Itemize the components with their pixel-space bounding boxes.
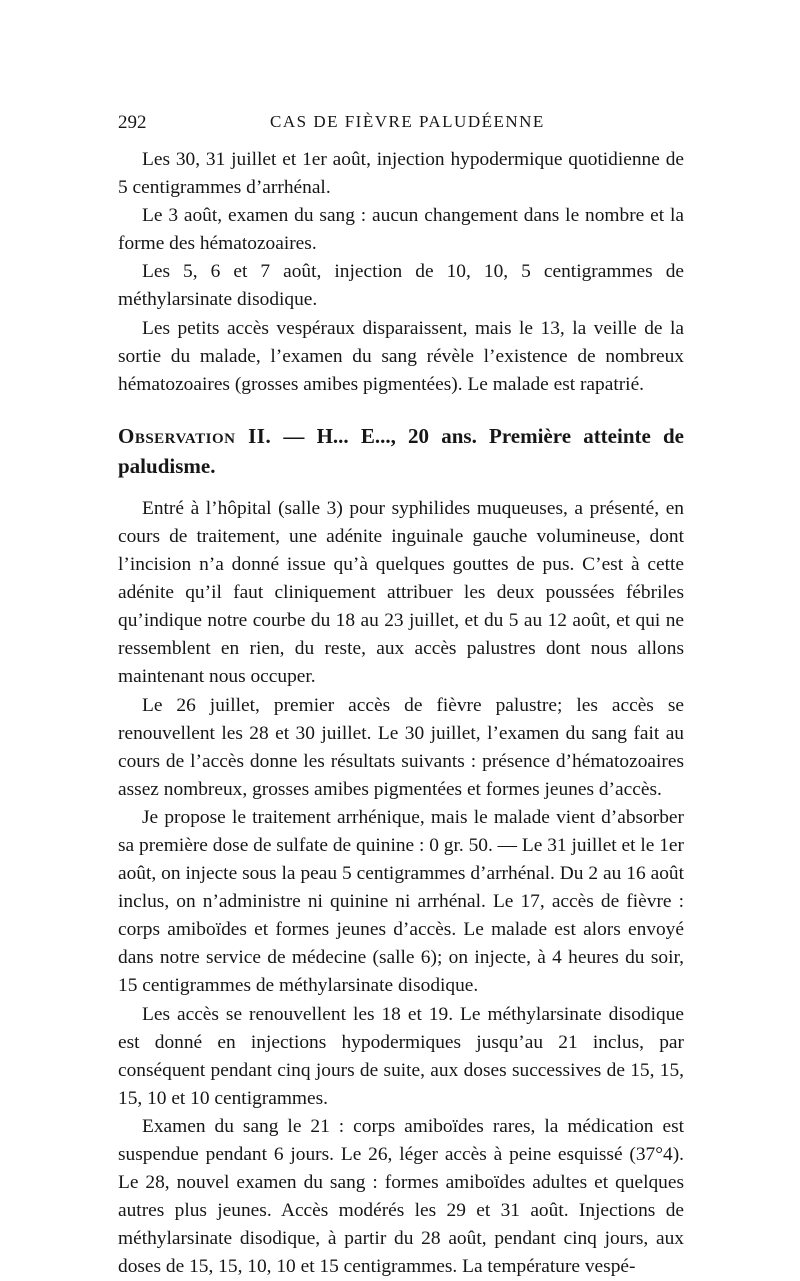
observation-subject: — H... E..., 20 ans. Première atteinte de paludisme. <box>118 423 685 478</box>
paragraph: Entré à l’hôpital (salle 3) pour syphilides muqueuses, a présenté, en cours de traitement, une adénite inguinale gauche volumineuse, dont l’incision n’a donné issue qu’à quelques gouttes de pus. C’est à cette adénite qu’il faut cliniquement attribuer les deux poussées fébriles qu’indique notre courbe du 18 au 23 juillet, et du 5 au 12 août, et qui ne ressemblent en rien, du reste, aux accès palustres dont nous allons maintenant nous occuper. <box>118 497 684 688</box>
running-title: CAS DE FIÈVRE PALUDÉENNE <box>270 112 545 131</box>
paragraph: Les 30, 31 juillet et 1er août, injection hypodermique quotidienne de 5 centigrammes d’arrhénal. <box>118 149 684 199</box>
paragraph: Les accès se renouvellent les 18 et 19. Le méthylarsinate disodique est donné en injections hypodermiques jusqu’au 21 inclus, par conséquent pendant cinq jours de suite, aux doses successives de 15, 15, 15, 10 et 10 centigrammes. <box>118 1003 684 1109</box>
observation-label: Observation II. <box>118 423 272 448</box>
page-number: 292 <box>118 112 147 133</box>
page-header <box>118 112 684 146</box>
paragraph: Le 26 juillet, premier accès de fièvre palustre; les accès se renouvellent les 28 et 30 juillet. Le 30 juillet, l’examen du sang fait au cours de l’accès donne les résultats suivants : présence d’hématozoaires assez nombreux, grosses amibes pigmentées et formes jeunes d’accès. <box>118 694 684 800</box>
paragraph: Examen du sang le 21 : corps amiboïdes rares, la médication est suspendue pendant 6 jours. Le 26, léger accès à peine esquissé (37°4). Le 28, nouvel examen du sang : formes amiboïdes adultes et quelques autres plus jeunes. Accès modérés les 29 et 31 août. Injections de méthylarsinate disodique, à partir du 28 août, pendant cinq jours, aux doses de 15, 15, 10, 10 et 15 centigrammes. La température vespé- <box>118 1115 684 1278</box>
observation-heading <box>118 421 684 481</box>
intro-section <box>118 146 684 399</box>
paragraph: Le 3 août, examen du sang : aucun changement dans le nombre et la forme des hématozoaires. <box>118 205 684 255</box>
book-page <box>118 112 684 1281</box>
paragraph: Les 5, 6 et 7 août, injection de 10, 10, 5 centigrammes de méthylarsinate disodique. <box>118 261 684 311</box>
observation-body <box>118 495 684 1281</box>
paragraph: Les petits accès vespéraux disparaissent, mais le 13, la veille de la sortie du malade, l’examen du sang révèle l’existence de nombreux hématozoaires (grosses amibes pigmentées). Le malade est rapatrié. <box>118 317 684 395</box>
paragraph: Je propose le traitement arrhénique, mais le malade vient d’absorber sa première dose de sulfate de quinine : 0 gr. 50. — Le 31 juillet et le 1er août, on injecte sous la peau 5 centigrammes d’arrhénal. Du 2 au 16 août inclus, on n’administre ni quinine ni arrhénal. Le 17, accès de fièvre : corps amiboïdes et formes jeunes d’accès. Le malade est alors envoyé dans notre service de médecine (salle 6); on injecte, à 4 heures du soir, 15 centigrammes de méthylarsinate disodique. <box>118 806 684 997</box>
